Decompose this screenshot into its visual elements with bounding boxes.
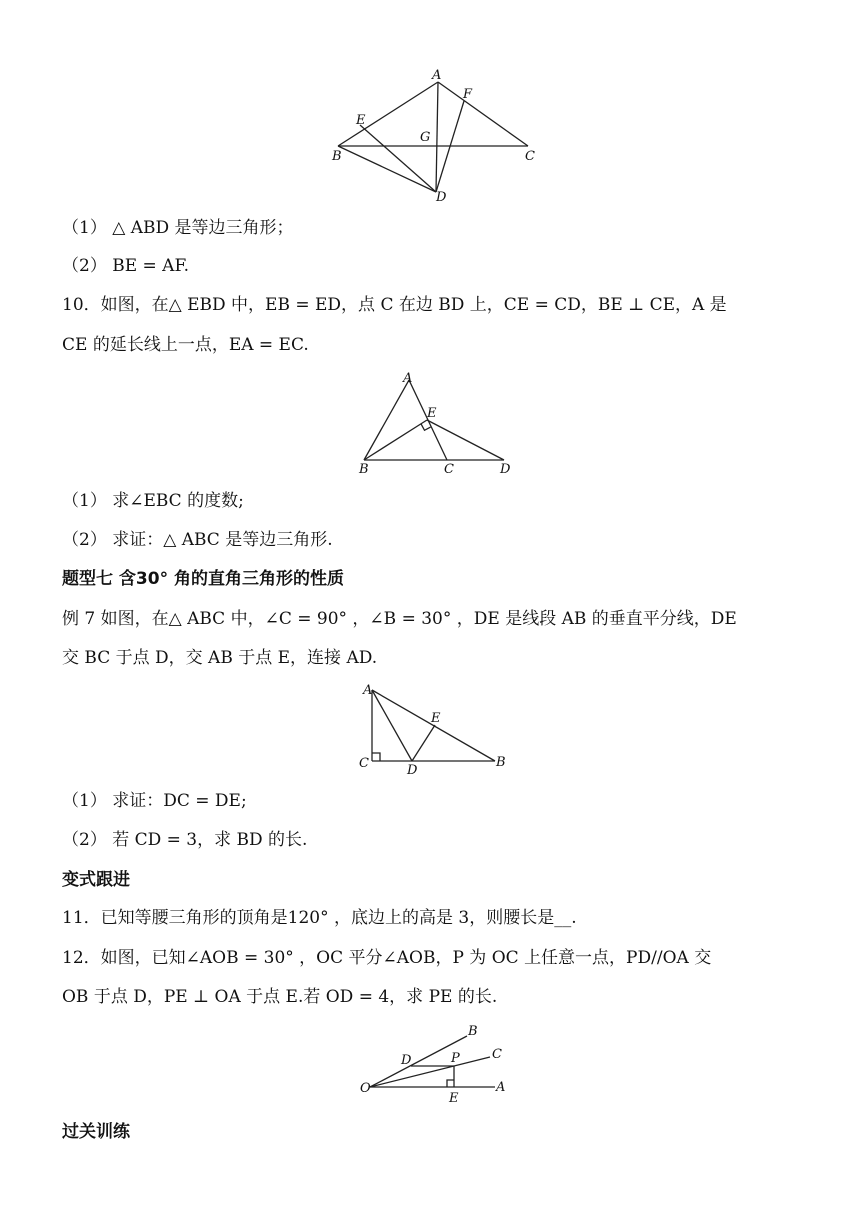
label-o: O	[360, 1081, 371, 1096]
label-d: D	[500, 462, 511, 477]
q9-part1: （1） △ ABD 是等边三角形；	[62, 218, 294, 238]
q10-part2: （2） 求证：△ ABC 是等边三角形.	[62, 530, 333, 550]
example7-part2: （2） 若 CD = 3，求 BD 的长.	[62, 830, 308, 850]
q10-statement-1: 10．如图，在△ EBD 中，EB = ED，点 C 在边 BD 上，CE = CD，BE ⊥ CE，A 是	[62, 295, 727, 315]
q9-part2: （2） BE = AF.	[62, 256, 190, 276]
q12-statement-1: 12．如图，已知∠AOB = 30° ，OC 平分∠AOB，P 为 OC 上任意一点，PD//OA 交	[62, 948, 712, 968]
example7-part1: （1） 求证：DC = DE;	[62, 791, 247, 811]
label-a: A	[363, 683, 373, 698]
figure-triangle-abc-with-d	[330, 68, 545, 208]
label-c: C	[359, 756, 369, 771]
label-d: D	[436, 190, 447, 205]
label-e: E	[431, 711, 441, 726]
q10-statement-2: CE 的延长线上一点，EA = EC.	[62, 335, 309, 355]
label-c: C	[444, 462, 454, 477]
label-c: C	[492, 1047, 502, 1062]
label-b: B	[332, 149, 342, 164]
label-g: G	[420, 130, 431, 145]
label-a: A	[432, 68, 442, 83]
label-b: B	[359, 462, 369, 477]
label-b: B	[468, 1024, 478, 1039]
figure-angle-aob	[355, 1020, 520, 1110]
label-p: P	[451, 1051, 460, 1066]
section-heading: 题型七 含30° 角的直角三角形的性质	[62, 569, 344, 589]
example7-statement-1: 例 7 如图，在△ ABC 中，∠C = 90° ，∠B = 30° ，DE 是线段 AB 的垂直平分线，DE	[62, 609, 737, 629]
q11-statement: 11．已知等腰三角形的顶角是120° ，底边上的高是 3，则腰长是__.	[62, 908, 577, 928]
figure-right-triangle-abc	[355, 680, 520, 780]
label-b: B	[496, 755, 506, 770]
label-d: D	[407, 763, 418, 778]
label-d: D	[401, 1053, 412, 1068]
example7-statement-2: 交 BC 于点 D，交 AB 于点 E，连接 AD.	[62, 648, 378, 668]
label-f: F	[463, 87, 473, 102]
label-e: E	[449, 1091, 459, 1106]
training-heading: 过关训练	[62, 1122, 130, 1142]
variant-heading: 变式跟进	[62, 870, 130, 890]
label-e: E	[427, 406, 437, 421]
figure-triangle-ebd	[355, 370, 520, 480]
q10-part1: （1） 求∠EBC 的度数;	[62, 491, 244, 511]
q12-statement-2: OB 于点 D，PE ⊥ OA 于点 E.若 OD = 4，求 PE 的长.	[62, 987, 498, 1007]
label-a: A	[496, 1080, 506, 1095]
label-e: E	[356, 113, 366, 128]
label-a: A	[403, 371, 413, 386]
label-c: C	[525, 149, 535, 164]
